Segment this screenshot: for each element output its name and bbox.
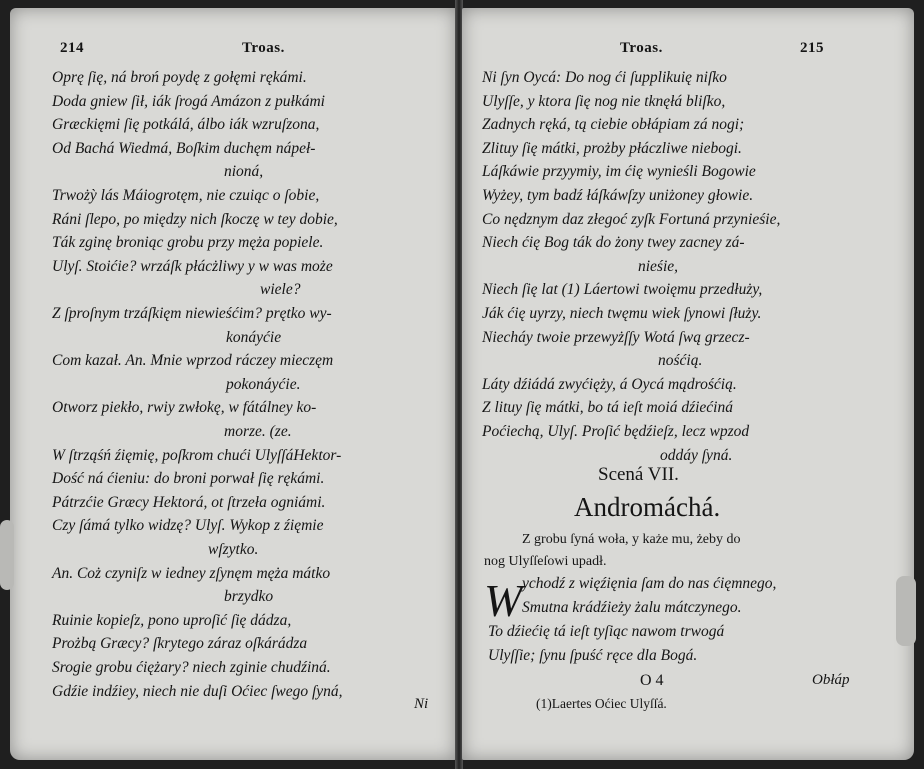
- right-running-head: Troas.: [620, 40, 663, 56]
- text-line: Pátrzćie Græcy Hektorá, ot ſtrzeła ogniámi.: [52, 493, 326, 511]
- signature-mark: O 4: [640, 672, 664, 689]
- text-line: Otworz piekło, rwiy zwłokę, w fátálney ko-: [52, 399, 317, 417]
- text-line: Dość ná ćieniu: do broni porwał ſię rękámi.: [52, 470, 325, 488]
- left-running-head: Troas.: [242, 40, 285, 56]
- text-line: Ulyſſe, y ktora ſię nog nie tknęłá bliſko,: [482, 92, 726, 110]
- text-line: nośćią.: [658, 352, 703, 370]
- text-line: Láty dźiádá zwyćięży, á Oycá mądrośćią.: [482, 375, 737, 393]
- text-line: Niecháy twoie przewyżſſy Wotá ſwą grzecz-: [482, 328, 750, 346]
- verse-line: To dźiećię tá ieſt tyſiąc nawom trwogá: [488, 623, 725, 640]
- right-catchword: Obłáp: [812, 672, 850, 688]
- stage-direction-line-1: Z grobu ſyná woła, y każe mu, żeby do: [522, 532, 741, 547]
- text-line: Niech ćię Bog ták do żony twey zacney zá-: [482, 234, 745, 252]
- text-line: Ulyſ. Stoićie? wrzáſk płácżliwy y w was może: [52, 257, 333, 275]
- text-line: Czy ſámá tylko widzę? Ulyſ. Wykop z źięmie: [52, 517, 324, 535]
- text-line: Zlituy ſię mátki, prożby płáczliwe niebogi.: [482, 139, 742, 157]
- left-page-number: 214: [60, 40, 84, 56]
- text-line: oddáy ſyná.: [660, 446, 733, 464]
- text-line: konáyćie: [226, 328, 282, 346]
- text-line: Co nędznym daz złegoć zyſk Fortuná przynieśie,: [482, 210, 781, 228]
- text-line: Ják ćię uyrzy, niech twęmu wiek ſynowi ſłuży.: [482, 305, 762, 322]
- text-line: Doda gniew ſił, iák ſrogá Amázon z pułkámi: [52, 92, 325, 110]
- text-line: brzydko: [224, 588, 274, 606]
- text-line: morze. (ze.: [224, 423, 292, 440]
- text-line: Z lituy ſię mátki, bo tá ieſt moiá dźiećiná: [482, 399, 733, 417]
- verse-line: ychodź z więźięnia ſam do nas ćięmnego,: [522, 575, 777, 592]
- text-line: pokonáyćie.: [226, 375, 301, 393]
- text-line: nieśie,: [638, 257, 679, 275]
- text-line: Od Bachá Wiedmá, Boſkim duchęm nápeł-: [52, 139, 316, 157]
- text-line: Láſkáwie przyymiy, im ćię wynieśli Bogowie: [482, 163, 756, 181]
- text-line: nioná,: [224, 163, 264, 181]
- text-line: Poćiechą, Ulyſ. Proſić będźieſz, lecz wpzod: [482, 423, 750, 440]
- scene-name: Andromáchá.: [574, 492, 721, 522]
- text-line: Ták zginę broniąc grobu przy męża popiele.: [52, 234, 324, 252]
- text-line: Com kazał. An. Mnie wprzod ráczey mieczęm: [52, 352, 334, 370]
- text-line: Gdźie indźiey, niech nie duſi Oćiec ſwego ſyná,: [52, 682, 343, 700]
- text-line: Zadnych ręká, tą ciebie obłápiam zá nogi;: [482, 116, 745, 134]
- footnote: (1)Laertes Oćiec Ulyſſá.: [536, 696, 667, 711]
- text-line: Z ſproſnym trzáſkięm niewieśćim? prętko wy-: [52, 305, 332, 322]
- text-line: Oprę ſię, ná broń poydę z gołęmi rękámi.: [52, 69, 307, 86]
- left-page: [10, 8, 456, 760]
- text-line: W ſtrząśń źięmię, poſkrom chući UlyſſáHektor-: [52, 446, 342, 464]
- text-line: Wyżey, tym badź łáſkáwſzy uniżoney głowie.: [482, 187, 754, 204]
- scene-title: Scená VII.: [598, 464, 679, 485]
- text-line: Ruinie kopieſz, pono uproſić ſię dádza,: [52, 611, 292, 629]
- text-line: Græckięmi ſię potkálá, álbo iák wzruſzona,: [52, 116, 320, 134]
- right-page: [462, 8, 914, 760]
- page-clip-right: [896, 576, 916, 646]
- text-line: Ni ſyn Oycá: Do nog ći ſupplikuię niſko: [482, 69, 727, 86]
- text-line: Trwożỳ lás Máiogrotęm, nie czuiąc o ſobie,: [52, 187, 320, 204]
- text-line: An. Coż czyniſz w iedney zſynęm męża mátko: [52, 564, 331, 582]
- text-line: wiele?: [260, 281, 301, 299]
- stage-direction-line-2: nog Ulyſſeſowi upadł.: [484, 554, 607, 569]
- text-line: Prożbą Græcy? ſkrytego záraz oſkárádza: [52, 635, 308, 653]
- verse-line: Ulyſſie; ſynu ſpuść ręce dla Bogá.: [488, 647, 698, 664]
- text-line: Srogie grobu ćiężary? niech zginie chudźiná.: [52, 659, 331, 676]
- text-line: wſzytko.: [208, 541, 259, 558]
- right-page-number: 215: [800, 40, 824, 56]
- drop-cap: W: [484, 575, 523, 626]
- page-clip-left: [0, 520, 14, 590]
- text-line: Niech ſię lat (1) Láertowi twoięmu przedłuży,: [482, 281, 763, 299]
- left-catchword: Ni: [414, 696, 429, 712]
- text-line: Ráni ſlepo, po między nich ſkoczę w tey dobie,: [52, 210, 338, 228]
- verse-line: Smutna krádźieży żalu mátczynego.: [522, 599, 742, 616]
